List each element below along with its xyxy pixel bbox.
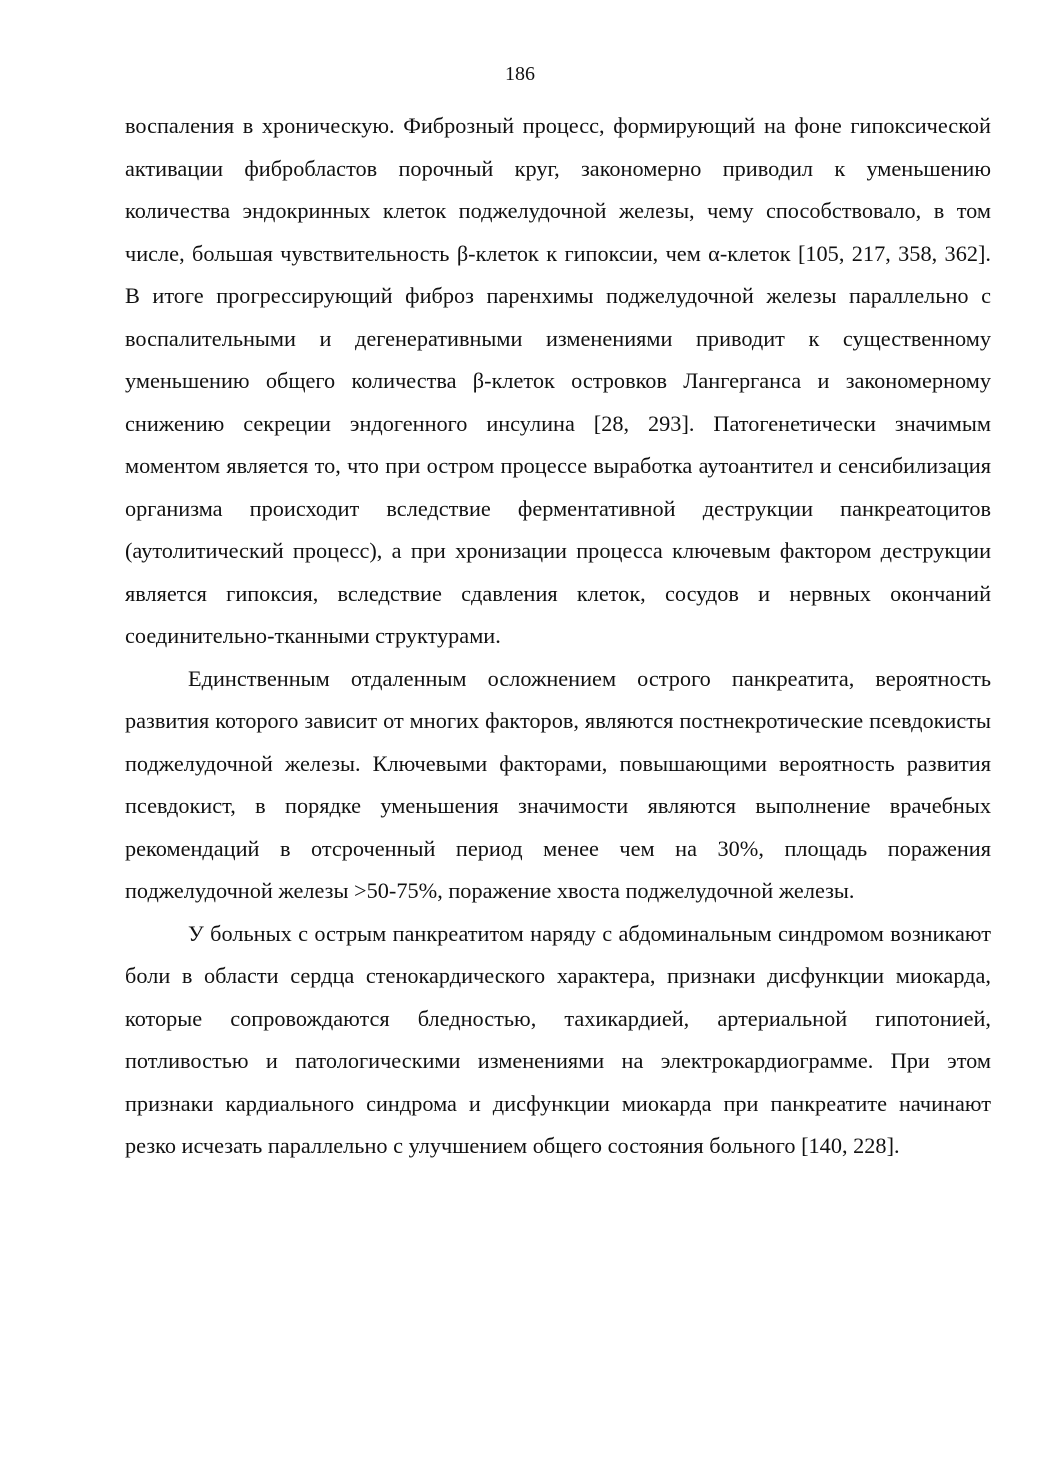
page-number: 186 [505, 63, 535, 85]
document-body [125, 105, 991, 1168]
paragraph-pseudocysts: Единственным отдаленным осложнением острого панкреатита, вероятность развития которого зависит от многих факторов, являются постнекротические псевдокисты поджелудочной железы. Ключевыми факторами, повышающими вероятность развития псевдокист, в порядке уменьшения значимости являются выполнение врачебных рекомендаций в отсроченный период менее чем на 30%, площадь поражения поджелудочной железы >50-75%, поражение хвоста поджелудочной железы. [125, 665, 991, 903]
paragraph-cardiac-syndrome: У больных с острым панкреатитом наряду с абдоминальным синдромом возникают боли в области сердца стенокардического характера, признаки дисфункции миокарда, которые сопровождаются бледностью, тахикардией, артериальной гипотонией, потливостью и патологическими изменениями на электрокардиограмме. При этом признаки кардиального синдрома и дисфункции миокарда при панкреатите начинают резко исчезать параллельно с улучшением общего состояния больного [140, 228]. [125, 920, 991, 1158]
paragraph-continuation: воспаления в хроническую. Фиброзный процесс, формирующий на фоне гипоксической активации фибробластов порочный круг, закономерно приводил к уменьшению количества эндокринных клеток поджелудочной железы, чему способствовало, в том числе, большая чувствительность β-клеток к гипоксии, чем α-клеток [105, 217, 358, 362]. В итоге прогрессирующий фиброз паренхимы поджелудочной железы параллельно с воспалительными и дегенеративными изменениями приводит к существенному уменьшению общего количества β-клеток островков Лангерганса и закономерному снижению секреции эндогенного инсулина [28, 293]. Патогенетически значимым моментом является то, что при остром процессе выработка аутоантител и сенсибилизация организма происходит вследствие ферментативной деструкции панкреатоцитов (аутолитический процесс), а при хронизации процесса ключевым фактором деструкции является гипоксия, вследствие сдавления клеток, сосудов и нервных окончаний соединительно-тканными структурами. [125, 113, 991, 648]
